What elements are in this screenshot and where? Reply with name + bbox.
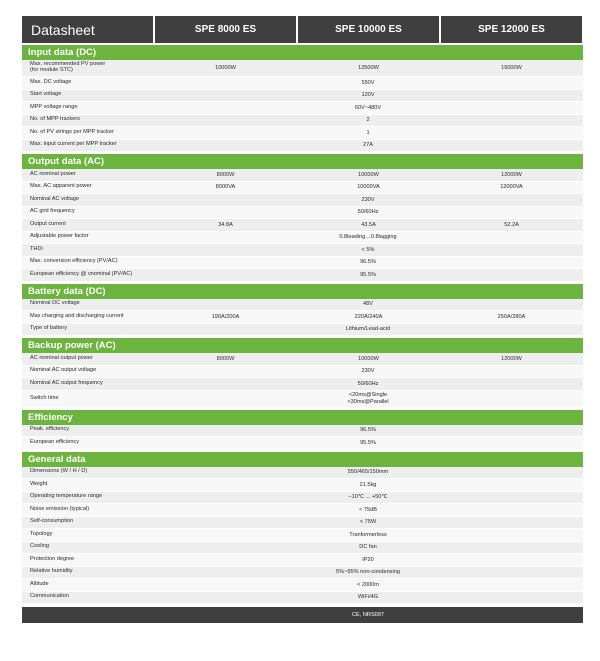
spec-row <box>22 182 583 195</box>
spec-label: Weight <box>30 480 48 487</box>
spec-row <box>22 127 583 140</box>
spec-label: Max. conversion efficiency (PV/AC) <box>30 258 118 265</box>
spec-value: 21.5kg <box>359 481 377 488</box>
spec-label: MPP voltage range <box>30 103 78 110</box>
spec-value: 50/60Hz <box>357 209 379 216</box>
spec-label: AC nominal power <box>30 170 76 177</box>
spec-value: 120V <box>361 92 375 99</box>
model-header: SPE 10000 ES <box>298 16 439 43</box>
spec-value: 12000VA <box>500 184 523 191</box>
spec-label: Peak. efficiency <box>30 426 70 433</box>
section-header: Input data (DC) <box>22 45 583 60</box>
certification-text: CE, NRS097 <box>351 612 385 618</box>
spec-row <box>22 542 583 555</box>
spec-value: 250A/280A <box>497 313 526 320</box>
spec-value: 8000VA <box>215 184 236 191</box>
spec-value: IP20 <box>362 556 374 563</box>
spec-value: 230V <box>361 196 375 203</box>
spec-label: Cooling <box>30 543 49 550</box>
spec-label: Output current <box>30 220 66 227</box>
spec-value: 27A <box>363 142 373 149</box>
spec-label: Max. DC voltage <box>30 78 72 85</box>
spec-row <box>22 592 583 605</box>
datasheet-title: Datasheet <box>22 16 153 43</box>
spec-value: 95.5% <box>360 439 376 446</box>
spec-row <box>22 257 583 270</box>
spec-value: < 75W <box>359 519 377 526</box>
spec-value: < 5% <box>361 246 375 253</box>
spec-row <box>22 219 583 232</box>
spec-value: 34.8A <box>218 221 233 228</box>
spec-value: < 2000m <box>357 581 379 588</box>
spec-value: 12500W <box>358 65 379 71</box>
spec-value: < 75dB <box>359 506 377 513</box>
spec-label: Max. recommended PV power (for module STC) <box>30 61 106 73</box>
spec-value: 10000VA <box>357 184 380 191</box>
spec-label: Max charging and discharging current <box>30 312 124 319</box>
spec-value: 50/60Hz <box>357 380 379 387</box>
spec-label: Max. input current per MPP tracker <box>30 141 117 148</box>
spec-label: Dimensions (W / H / D) <box>30 468 88 475</box>
spec-row <box>22 311 583 324</box>
spec-label: Operating temperature range <box>30 493 103 500</box>
spec-row <box>22 529 583 542</box>
section-header: Backup power (AC) <box>22 338 583 353</box>
spec-value: 190A/200A <box>211 313 240 320</box>
spec-label: Self-consumption <box>30 518 74 525</box>
spec-label: Nominal AC voltage <box>30 195 80 202</box>
spec-label: Max. AC apparent power <box>30 183 92 190</box>
spec-row <box>22 378 583 391</box>
spec-row <box>22 479 583 492</box>
spec-label: Topology <box>30 530 53 537</box>
spec-row <box>22 425 583 438</box>
spec-row <box>22 579 583 592</box>
spec-row <box>22 102 583 115</box>
spec-label: Noise emission (typical) <box>30 505 90 512</box>
spec-label: European efficiency <box>30 438 80 445</box>
spec-value: 60V~480V <box>354 104 382 111</box>
spec-label: Altitude <box>30 580 49 587</box>
spec-label: European efficiency @ vnominal (PV/AC) <box>30 270 133 277</box>
spec-value: 12000W <box>501 355 522 362</box>
spec-value: 52.2A <box>504 221 519 228</box>
section-header: Output data (AC) <box>22 154 583 169</box>
spec-row <box>22 77 583 90</box>
header-row <box>22 16 583 43</box>
spec-row <box>22 554 583 567</box>
spec-value: 550/465/150mm <box>347 469 389 476</box>
spec-value: 230V <box>361 368 375 375</box>
spec-row <box>22 467 583 480</box>
spec-label: Communication <box>30 593 69 600</box>
section-header: Efficiency <box>22 410 583 425</box>
spec-value: 48V <box>363 301 373 308</box>
spec-value: 8000W <box>216 171 235 178</box>
spec-row <box>22 567 583 580</box>
spec-row <box>22 194 583 207</box>
section-header: Battery data (DC) <box>22 284 583 299</box>
spec-value: 10000W <box>358 171 379 178</box>
spec-value: 1 <box>366 129 370 136</box>
spec-row <box>22 244 583 257</box>
spec-label: No. of MPP trackers <box>30 116 80 123</box>
spec-label: Start voltage <box>30 91 62 98</box>
spec-value: 96.5% <box>360 427 376 434</box>
spec-row <box>22 437 583 450</box>
spec-row <box>22 115 583 128</box>
datasheet <box>22 16 583 623</box>
spec-label: THDi <box>30 245 43 252</box>
spec-row <box>22 391 583 408</box>
spec-value: Tranformerless <box>349 531 387 538</box>
spec-label: No. of PV strings per MPP tracker <box>30 128 114 135</box>
spec-value: 95.5% <box>360 271 376 278</box>
spec-value: 2 <box>366 117 370 124</box>
spec-value: 550V <box>361 79 375 86</box>
spec-value: 12000W <box>501 171 522 178</box>
spec-label: Nominal AC output voltage <box>30 367 97 374</box>
spec-row <box>22 169 583 182</box>
spec-row <box>22 324 583 337</box>
spec-row <box>22 353 583 366</box>
spec-label: Protection degree <box>30 555 75 562</box>
spec-value: 15000W <box>501 65 522 71</box>
spec-label: AC grid frequency <box>30 208 75 215</box>
spec-value: <20ms@Single <30ms@Parallel <box>347 392 389 405</box>
spec-row <box>22 517 583 530</box>
model-header: SPE 8000 ES <box>155 16 296 43</box>
spec-row <box>22 207 583 220</box>
section-header: General data <box>22 452 583 467</box>
spec-label: AC nominal output power <box>30 354 93 361</box>
spec-row <box>22 299 583 312</box>
spec-table <box>22 45 583 604</box>
spec-value: 220A/240A <box>354 313 383 320</box>
spec-value: WiFi/4G <box>357 594 379 601</box>
spec-row <box>22 492 583 505</box>
spec-value: 0.8leading…0.8lagging <box>339 234 397 241</box>
spec-value: Lithium/Lead-acid <box>345 326 391 333</box>
spec-value: 10000W <box>215 65 236 71</box>
spec-value: 8000W <box>216 355 235 362</box>
spec-row <box>22 366 583 379</box>
spec-row <box>22 90 583 103</box>
certification-footer <box>22 607 583 623</box>
spec-row <box>22 269 583 282</box>
spec-row <box>22 504 583 517</box>
spec-value: 10000W <box>358 355 379 362</box>
spec-row <box>22 140 583 153</box>
spec-value: 96.5% <box>360 259 376 266</box>
spec-label: Type of battery <box>30 325 68 332</box>
spec-value: DC fan <box>359 544 377 551</box>
spec-row <box>22 232 583 245</box>
spec-value: 43.5A <box>361 221 376 228</box>
spec-label: Nominal DC voltage <box>30 300 80 307</box>
spec-value: −10℃ ... +50℃ <box>348 494 388 501</box>
spec-label: Switch time <box>30 394 59 401</box>
model-header: SPE 12000 ES <box>441 16 582 43</box>
spec-label: Nominal AC output frequency <box>30 379 103 386</box>
spec-label: Relative humidity <box>30 568 73 575</box>
spec-value: 5%~95% non-condensing <box>336 569 400 576</box>
spec-label: Adjustable power factor <box>30 233 89 240</box>
spec-row <box>22 60 583 77</box>
